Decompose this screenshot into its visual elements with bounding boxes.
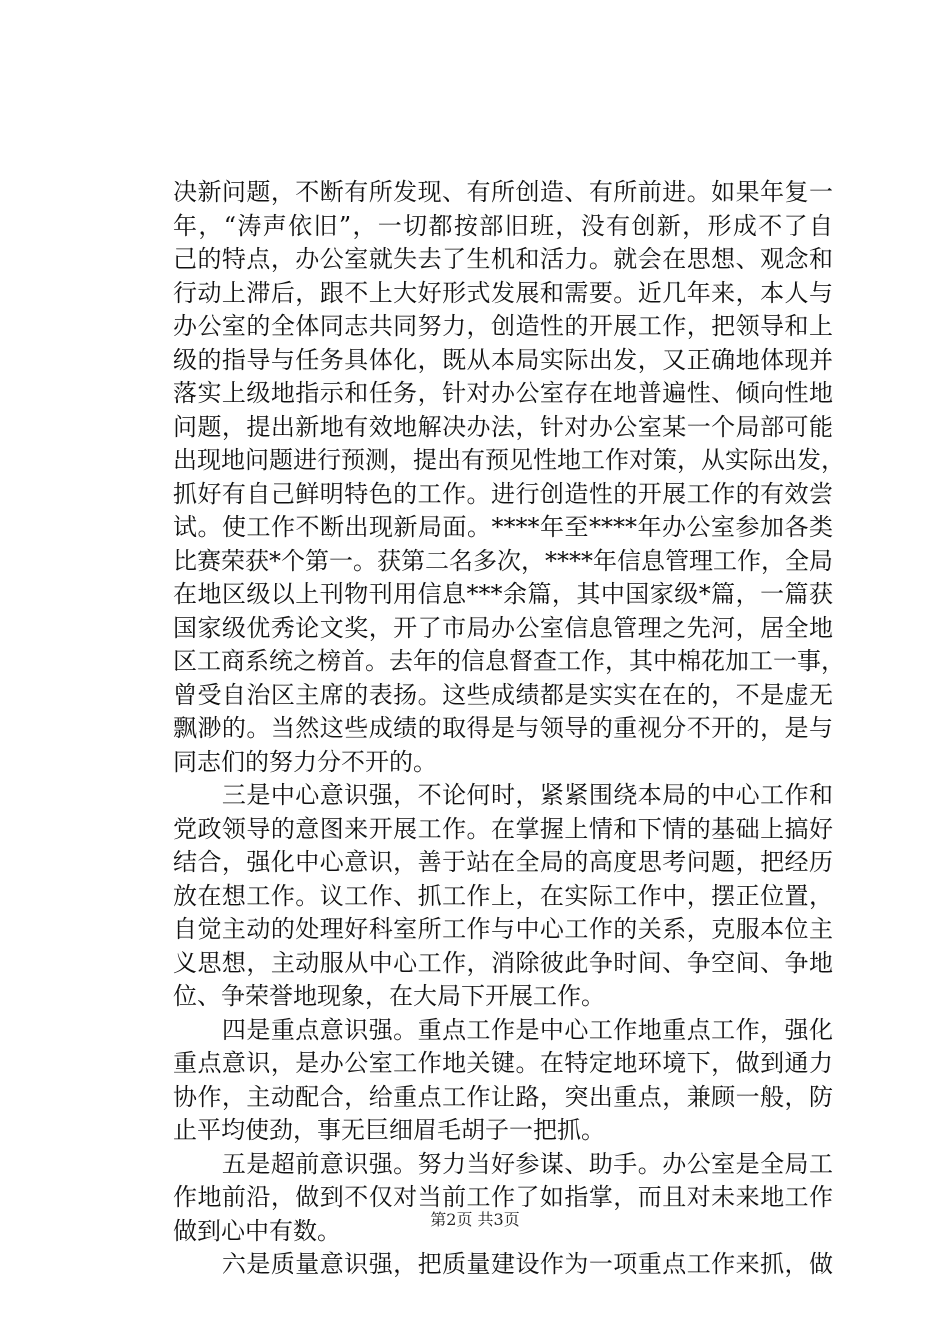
text-line: 协作，主动配合，给重点工作让路，突出重点，兼顾一般，防 bbox=[173, 1082, 833, 1111]
text-line: 办公室的全体同志共同努力，创造性的开展工作，把领导和上 bbox=[173, 312, 833, 340]
text-line: 问题，提出新地有效地解决办法，针对办公室某一个局部可能 bbox=[173, 412, 833, 441]
text-line: 抓好有自己鲜明特色的工作。进行创造性的开展工作的有效尝 bbox=[173, 479, 833, 508]
text-line: 国家级优秀论文奖，开了市局办公室信息管理之先河，居全地 bbox=[173, 613, 833, 642]
text-line: 出现地问题进行预测，提出有预见性地工作对策，从实际出发， bbox=[173, 446, 845, 474]
text-line: 六是质量意识强，把质量建设作为一项重点工作来抓，做 bbox=[173, 1250, 833, 1278]
text-line: 同志们的努力分不开的。 bbox=[173, 747, 437, 776]
text-line: 四是重点意识强。重点工作是中心工作地重点工作，强化 bbox=[173, 1015, 833, 1044]
text-line: 结合，强化中心意识，善于站在全局的高度思考问题，把经历 bbox=[173, 848, 833, 876]
text-line: 五是超前意识强。努力当好参谋、助手。办公室是全局工 bbox=[173, 1149, 833, 1178]
text-line: 己的特点，办公室就失去了生机和活力。就会在思想、观念和 bbox=[173, 245, 833, 273]
text-line: 比赛荣获*个第一。获第二名多次，****年信息管理工作，全局 bbox=[173, 546, 833, 575]
text-line: 年，“涛声依旧”，一切都按部旧班，没有创新，形成不了自 bbox=[173, 211, 833, 240]
text-line: 自觉主动的处理好科室所工作与中心工作的关系，克服本位主 bbox=[173, 915, 833, 943]
text-line: 决新问题，不断有所发现、有所创造、有所前进。如果年复一 bbox=[173, 178, 833, 206]
text-line: 区工商系统之榜首。去年的信息督查工作，其中棉花加工一事， bbox=[173, 647, 845, 675]
text-line: 曾受自治区主席的表扬。这些成绩都是实实在在的，不是虚无 bbox=[173, 680, 833, 709]
text-line: 党政领导的意图来开展工作。在掌握上情和下情的基础上搞好 bbox=[173, 814, 833, 843]
text-line: 重点意识，是办公室工作地关键。在特定地环境下，做到通力 bbox=[173, 1049, 833, 1077]
text-line: 三是中心意识强，不论何时，紧紧围绕本局的中心工作和 bbox=[173, 781, 833, 809]
text-line: 放在想工作。议工作、抓工作上，在实际工作中，摆正位置， bbox=[173, 881, 833, 910]
text-line: 止平均使劲，事无巨细眉毛胡子一把抓。 bbox=[173, 1116, 605, 1144]
text-line: 位、争荣誉地现象，在大局下开展工作。 bbox=[173, 982, 605, 1010]
text-line: 作地前沿，做到不仅对当前工作了如指掌，而且对未来地工作 bbox=[173, 1183, 833, 1211]
text-line: 做到心中有数。 bbox=[173, 1216, 341, 1245]
text-line: 行动上滞后，跟不上大好形式发展和需要。近几年来，本人与 bbox=[173, 278, 833, 307]
document-body-text bbox=[173, 176, 845, 1282]
text-line: 飘渺的。当然这些成绩的取得是与领导的重视分不开的，是与 bbox=[173, 714, 833, 742]
text-line: 在地区级以上刊物刊用信息***余篇，其中国家级*篇，一篇获 bbox=[173, 580, 833, 608]
text-line: 义思想，主动服从中心工作，消除彼此争时间、争空间、争地 bbox=[173, 948, 833, 977]
text-line: 级的指导与任务具体化，既从本局实际出发，又正确地体现并 bbox=[173, 345, 833, 374]
text-line: 试。使工作不断出现新局面。****年至****年办公室参加各类 bbox=[173, 513, 833, 541]
page-footer: 第2页 共3页 bbox=[430, 1210, 520, 1229]
text-line: 落实上级地指示和任务，针对办公室存在地普遍性、倾向性地 bbox=[173, 379, 833, 407]
